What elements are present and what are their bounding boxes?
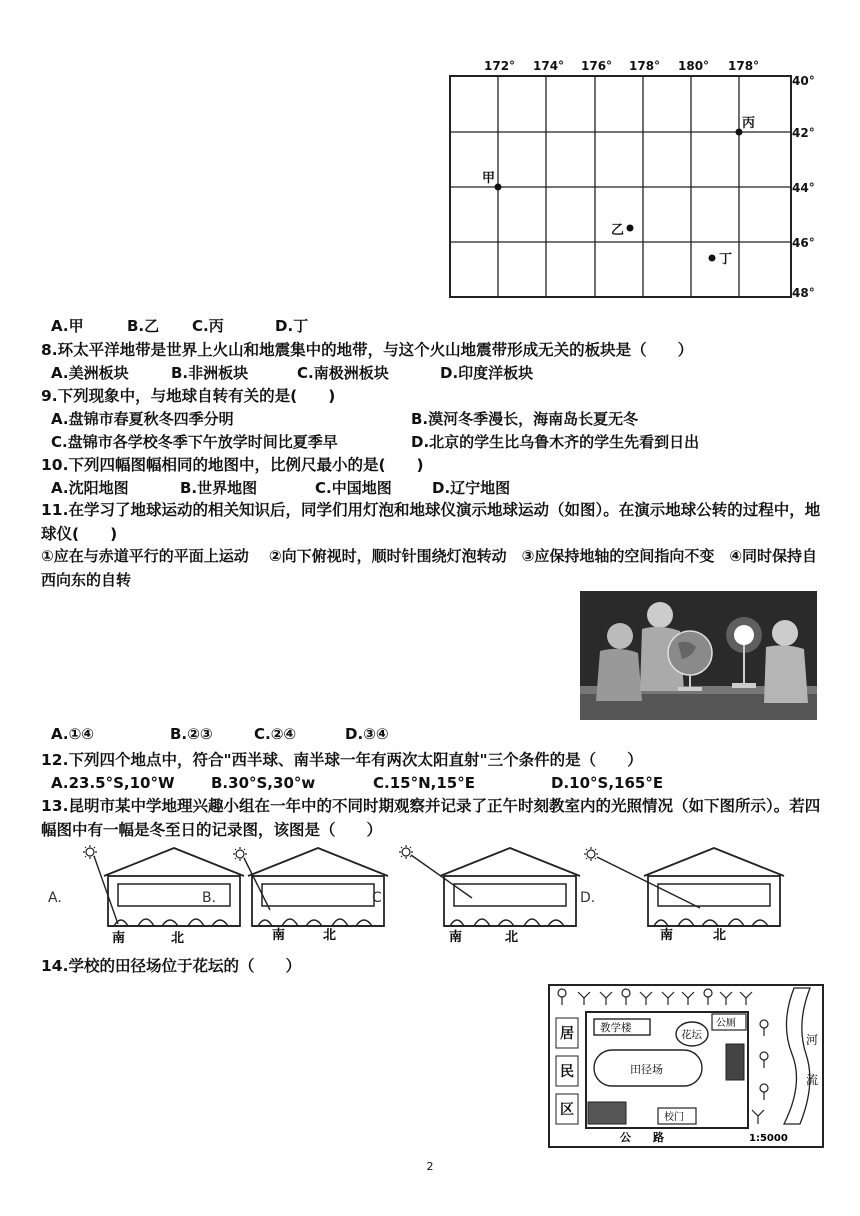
q12-option-c[interactable]: C.15°N,15°E: [373, 774, 475, 792]
q7-option-b[interactable]: B.乙: [127, 317, 160, 335]
lat-label: 48°: [792, 286, 815, 300]
track-field-label: 田径场: [630, 1063, 663, 1076]
q11-option-d[interactable]: D.③④: [345, 725, 389, 743]
page-number: 2: [426, 1160, 434, 1173]
panel-b-letter: B.: [202, 890, 217, 906]
lat-label: 46°: [792, 236, 815, 250]
lat-label: 42°: [792, 126, 815, 140]
q8-option-c[interactable]: C.南极洲板块: [297, 364, 389, 382]
q9-option-b[interactable]: B.漠河冬季漫长，海南岛长夏无冬: [411, 410, 639, 428]
q9-stem: 9.下列现象中，与地球自转有关的是( ): [41, 387, 336, 405]
river-char-2: 流: [806, 1073, 819, 1087]
panel-b-north: 北: [323, 928, 337, 943]
lon-label: 178°: [629, 59, 661, 73]
q7-option-d[interactable]: D.丁: [275, 317, 309, 335]
lat-lon-grid-figure: [440, 48, 830, 310]
panel-a-north: 北: [171, 931, 185, 946]
panel-c-north: 北: [505, 930, 519, 945]
panel-b-south: 南: [272, 928, 286, 943]
panel-a-south: 南: [112, 931, 126, 946]
panel-c-letter: C.: [372, 890, 387, 906]
q7-option-c[interactable]: C.丙: [192, 317, 224, 335]
q7-option-a[interactable]: A.甲: [51, 317, 84, 335]
q8-stem: 8.环太平洋地带是世界上火山和地震集中的地带，与这个火山地震带形成无关的板块是（ ）: [41, 341, 694, 359]
globe-lamp-photo: [580, 591, 817, 720]
point-yi-label: 乙: [611, 223, 625, 238]
panel-d-letter: D.: [580, 890, 596, 906]
q9-option-c[interactable]: C.盘锦市各学校冬季下午放学时间比夏季早: [51, 433, 338, 451]
q8-option-d[interactable]: D.印度洋板块: [440, 364, 534, 382]
q9-option-d[interactable]: D.北京的学生比乌鲁木齐的学生先看到日出: [411, 433, 700, 451]
q12-stem: 12.下列四个地点中，符合"西半球、南半球一年有两次太阳直射"三个条件的是（ ）: [41, 751, 643, 769]
flower-bed-label: 花坛: [681, 1029, 702, 1041]
q10-stem: 10.下列四幅图幅相同的地图中，比例尺最小的是( ): [41, 456, 424, 474]
grid-points: [482, 116, 755, 267]
q8-option-b[interactable]: B.非洲板块: [171, 364, 249, 382]
lat-label: 44°: [792, 181, 815, 195]
point-yi-marker: [627, 225, 634, 232]
q9-option-a[interactable]: A.盘锦市春夏秋冬四季分明: [51, 410, 234, 428]
map-scale: 1:5000: [749, 1133, 788, 1144]
lon-label: 178°: [728, 59, 760, 73]
q10-option-c[interactable]: C.中国地图: [315, 479, 392, 497]
panel-d: [580, 847, 784, 943]
lon-label: 180°: [678, 59, 710, 73]
q11-stem: 11.在学习了地球运动的相关知识后，同学们用灯泡和地球仪演示地球运动（如图）。在演示地球公转的过程中，地球仪( ): [41, 501, 821, 543]
lon-label: 174°: [533, 59, 565, 73]
q11-option-c[interactable]: C.②④: [254, 725, 297, 743]
lat-label: 40°: [792, 74, 815, 88]
classroom-sunlight-figure: [40, 842, 800, 948]
lon-label: 172°: [484, 59, 516, 73]
river-char-1: 河: [806, 1033, 819, 1047]
q10-option-b[interactable]: B.世界地图: [180, 479, 258, 497]
point-ding-label: 丁: [719, 252, 733, 267]
point-jia-label: 甲: [482, 171, 496, 186]
residential-char-3: 区: [560, 1102, 574, 1118]
point-jia-marker: [495, 184, 502, 191]
panel-c: [372, 845, 580, 945]
school-map-figure: [548, 984, 824, 1148]
toilet-label: 公厕: [716, 1018, 736, 1029]
q8-option-a[interactable]: A.美洲板块: [51, 364, 129, 382]
sun-icon: [584, 847, 598, 861]
point-ding-marker: [709, 255, 716, 262]
teaching-building-label: 教学楼: [600, 1022, 632, 1034]
road-label: 公 路: [620, 1131, 664, 1144]
school-gate-label: 校门: [664, 1112, 684, 1123]
residential-char-2: 民: [560, 1064, 574, 1080]
q12-option-d[interactable]: D.10°S,165°E: [551, 774, 664, 792]
sun-icon: [399, 845, 413, 859]
q10-option-a[interactable]: A.沈阳地图: [51, 479, 129, 497]
q10-option-d[interactable]: D.辽宁地图: [432, 479, 511, 497]
q11-option-a[interactable]: A.①④: [51, 725, 94, 743]
lon-label: 176°: [581, 59, 613, 73]
q12-option-b[interactable]: B.30°S,30°w: [211, 774, 316, 792]
q12-option-a[interactable]: A.23.5°S,10°W: [51, 774, 175, 792]
panel-d-north: 北: [713, 928, 727, 943]
point-bing-label: 丙: [742, 116, 756, 131]
q11-option-b[interactable]: B.②③: [170, 725, 213, 743]
panel-a-letter: A.: [48, 890, 62, 906]
panel-d-south: 南: [660, 928, 674, 943]
q13-stem: 13.昆明市某中学地理兴趣小组在一年中的不同时期观察并记录了正午时刻教室内的光照情况（如下图所示）。若四幅图中有一幅是冬至日的记录图，该图是（ ）: [41, 797, 821, 839]
q14-stem: 14.学校的田径场位于花坛的（ ）: [41, 957, 301, 975]
residential-char-1: 居: [560, 1026, 574, 1042]
q11-statements: ①应在与赤道平行的平面上运动 ②向下俯视时，顺时针围绕灯泡转动 ③应保持地轴的空间指向不变 ④同时保持自西向东的自转: [41, 547, 818, 589]
panel-c-south: 南: [449, 930, 463, 945]
